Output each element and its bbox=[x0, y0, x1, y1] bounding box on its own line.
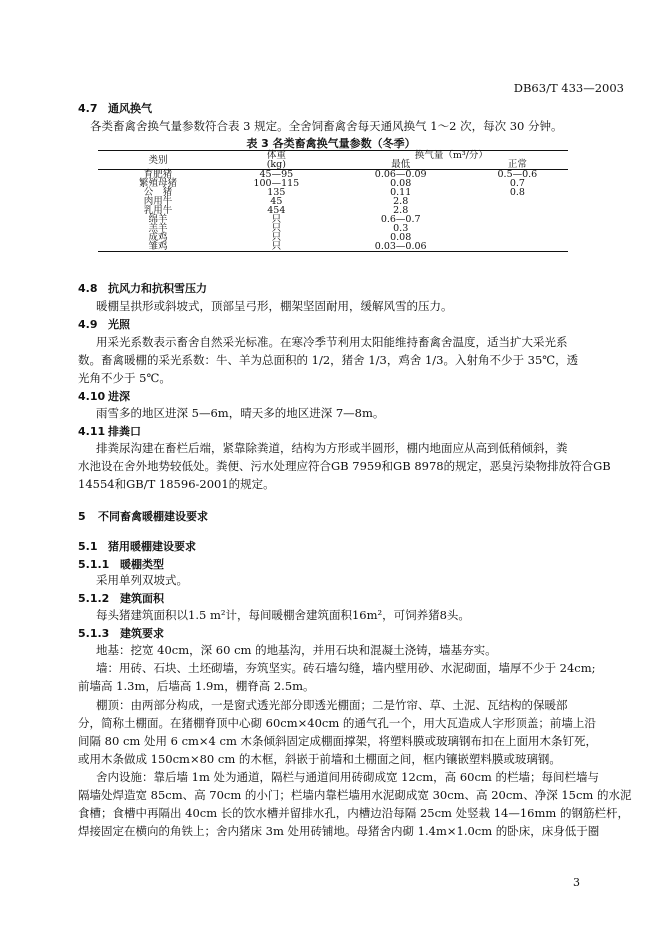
foundation-text: 地基：挖宽 40cm，深 60 cm 的地基沟，并用石块和混凝土浇铸，墙基夯实。 bbox=[96, 643, 497, 657]
table-3-caption: 表 3 各类畜禽换气量参数（冬季） bbox=[246, 137, 416, 150]
table-row: 繁殖母猪 100—115 0.08 0.7 bbox=[138, 178, 525, 189]
section-5-1-1-heading: 5.1.1 暖棚类型 bbox=[78, 558, 164, 571]
section-4-11-heading: 4.11 排粪口 bbox=[78, 425, 141, 438]
facility-text-line-2: 隔墙处焊造宽 85cm、高 70cm 的小门；栏墙内靠栏墙用水泥砌成宽 30cm、高 20cm、净深 15cm 的水泥 bbox=[78, 788, 632, 802]
roof-text-line-3: 间隔 80 cm 处用 6 cm×4 cm 木条倾斜固定成棚面撑架，将塑料膜或玻璃钢布扣在上面用木条钉死， bbox=[78, 734, 598, 748]
section-4-8-text: 暖棚呈拱形或斜坡式，顶部呈弓形，棚架坚固耐用，缓解风雪的压力。 bbox=[96, 299, 453, 313]
table-row: 育肥猪 45—95 0.06—0.09 0.5—0.6 bbox=[143, 169, 538, 180]
wall-text-line-2: 前墙高 1.3m，后墙高 1.9m，棚脊高 2.5m。 bbox=[78, 679, 315, 693]
ventilation-table bbox=[98, 150, 568, 252]
section-4-10-text: 雨雪多的地区进深 5—6m，晴天多的地区进深 7—8m。 bbox=[96, 406, 385, 420]
table-row: 成鸡 只 0.08 bbox=[148, 232, 412, 243]
section-4-7-heading: 4.7 通风换气 bbox=[78, 102, 152, 115]
page-number: 3 bbox=[573, 876, 580, 889]
table-row: 绵羊 只 0.6—0.7 bbox=[148, 214, 421, 225]
col-ventilation: 换气量（m³/分） bbox=[414, 150, 488, 161]
roof-text-line-2: 分，简称土棚面。在猪棚脊顶中心砌 60cm×40cm 的通气孔一个，用大瓦造成人字形顶盖；前墙上沿 bbox=[78, 716, 596, 730]
section-4-9-line-3: 光角不少于 5℃。 bbox=[78, 371, 171, 385]
section-5-1-2-text: 每头猪建筑面积以1.5 m²计，每间暖棚舍建筑面积16m²，可饲养猪8头。 bbox=[96, 608, 470, 622]
table-row: 公 猪 135 0.11 0.8 bbox=[143, 187, 525, 198]
wall-text-line-1: 墙：用砖、石块、土坯砌墙，夯筑坚实。砖石墙勾缝，墙内壁用砂、水泥砌面，墙厚不少于 24cm; bbox=[96, 661, 596, 675]
roof-text-line-1: 棚顶：由两部分构成，一是窗式透光部分即透光棚面；二是竹帘、草、土泥、瓦结构的保暖部 bbox=[96, 698, 568, 712]
facility-text-line-4: 焊接固定在横向的角铁上；舍内猪床 3m 处用砖铺地。母猪舍内砌 1.4m×1.0cm 的卧床，床身低于圈 bbox=[78, 824, 600, 838]
section-4-7-text: 各类畜禽舍换气量参数符合表 3 规定。全舍饲畜禽舍每天通风换气 1～2 次，每次 30 分钟。 bbox=[90, 119, 563, 133]
section-4-11-line-2: 水池设在舍外地势较低处。粪便、污水处理应符合GB 7959和GB 8978的规定，恶臭污染物排放符合GB bbox=[78, 459, 611, 473]
facility-text-line-1: 舍内设施：靠后墙 1m 处为通道，隔栏与通道间用砖砌成宽 12cm，高 60cm 的栏墙；每间栏墙与 bbox=[96, 770, 599, 784]
col-weight: 体重 bbox=[266, 150, 286, 161]
section-5-1-2-heading: 5.1.2 建筑面积 bbox=[78, 592, 164, 605]
section-5-1-3-heading: 5.1.3 建筑要求 bbox=[78, 627, 164, 640]
section-4-11-line-1: 排粪尿沟建在畜栏后端，紧靠除粪道，结构为方形或半圆形，棚内地面应从高到低稍倾斜，粪 bbox=[96, 441, 568, 455]
section-5-1-1-text: 采用单列双坡式。 bbox=[96, 573, 188, 587]
section-5-1-heading: 5.1 猪用暖棚建设要求 bbox=[78, 540, 196, 553]
section-4-9-line-2: 数。畜禽暖棚的采光系数：牛、羊为总面积的 1/2，猪舍 1/3，鸡舍 1/3。入射角不少于 35℃，透 bbox=[78, 353, 579, 367]
col-weight-unit: (kg) bbox=[266, 159, 286, 170]
table-row: 肉用牛 45 2.8 bbox=[143, 196, 409, 207]
section-4-8-heading: 4.8 抗风力和抗积雪压力 bbox=[78, 282, 207, 295]
table-row: 乳用牛 454 2.8 bbox=[143, 205, 409, 216]
document-code: DB63/T 433—2003 bbox=[513, 81, 624, 95]
section-4-9-line-1: 用采光系数表示畜舍自然采光标准。在寒冷季节利用太阳能维持畜禽舍温度，适当扩大采光系 bbox=[96, 335, 568, 349]
col-normal: 正常 bbox=[507, 159, 527, 170]
col-min: 最低 bbox=[391, 159, 411, 170]
table-row: 雏鸡 只 0.03—0.06 bbox=[98, 242, 568, 252]
section-5-heading: 5 不同畜禽暖棚建设要求 bbox=[78, 510, 208, 523]
section-4-10-heading: 4.10 进深 bbox=[78, 390, 130, 403]
roof-text-line-4: 或用木条做成 150cm×80 cm 的木框，斜嵌于前墙和土棚面之间，框内镶嵌塑料膜或玻璃钢。 bbox=[78, 752, 561, 766]
section-4-11-line-3: 14554和GB/T 18596-2001的规定。 bbox=[78, 477, 275, 491]
table-row: 羔羊 只 0.3 bbox=[148, 223, 409, 234]
col-category: 类别 bbox=[148, 154, 168, 166]
section-4-9-heading: 4.9 光照 bbox=[78, 318, 130, 331]
facility-text-line-3: 食槽；食槽中再隔出 40cm 长的饮水槽并留排水孔，内槽边沿每隔 25cm 处竖栽 14—16mm 的钢筋栏杆， bbox=[78, 806, 629, 820]
